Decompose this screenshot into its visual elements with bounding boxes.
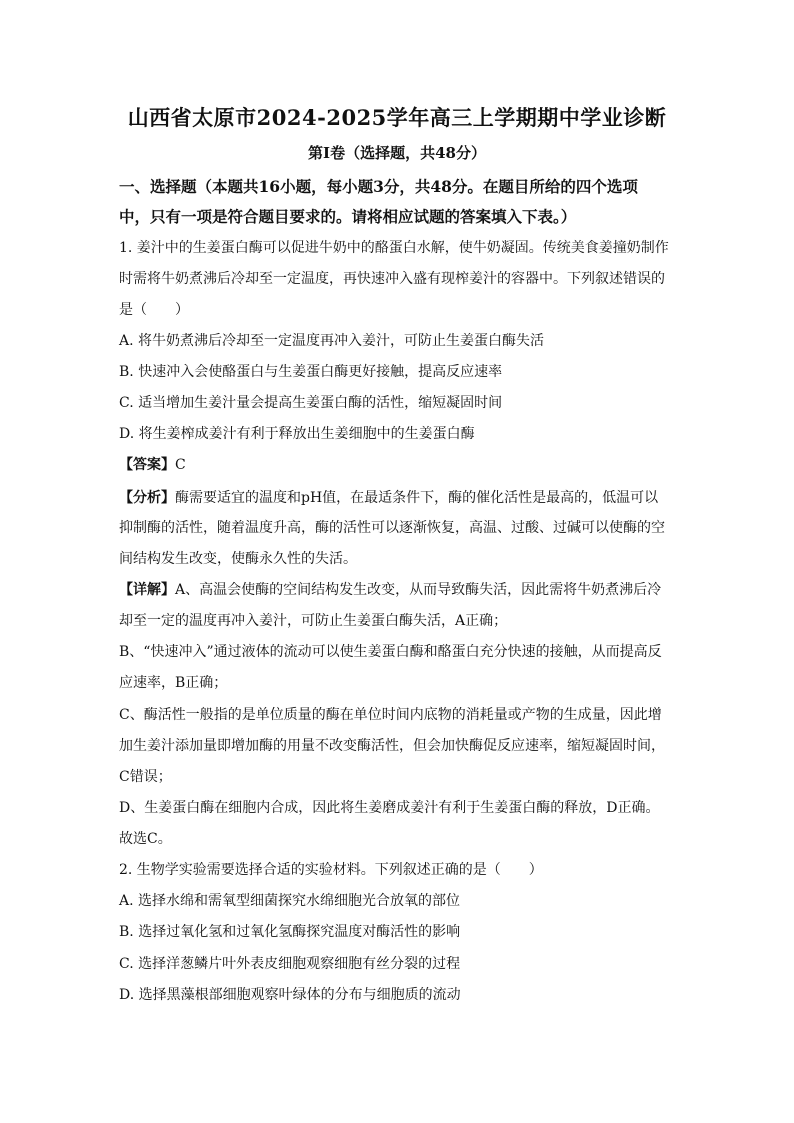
q1-option-a: A. 将牛奶煮沸后冷却至一定温度再冲入姜汁，可防止生姜蛋白酶失活: [119, 333, 545, 349]
q1-stem-line: 是（ ）: [119, 302, 189, 318]
q1-detail-line: 却至一定的温度再冲入姜汁，可防止生姜蛋白酶失活，A正确；: [119, 613, 508, 629]
answer-tag: 【答案】: [119, 457, 175, 473]
q1-detail-line: 应速率，B正确；: [119, 675, 228, 691]
document-title: 山西省太原市2024-2025学年高三上学期期中学业诊断: [127, 105, 667, 130]
analysis-text: 酶需要适宜的温度和pH值，在最适条件下，酶的催化活性是最高的，低温可以: [175, 490, 659, 506]
q1-detail-line: D、生姜蛋白酶在细胞内合成，因此将生姜磨成姜汁有利于生姜蛋白酶的释放，D正确。: [119, 800, 660, 816]
analysis-tag: 【分析】: [119, 490, 175, 506]
q1-detail-line: 故选C。: [119, 831, 172, 847]
q1-stem-line: 时需将牛奶煮沸后冷却至一定温度，再快速冲入盛有现榨姜汁的容器中。下列叙述错误的: [119, 271, 665, 287]
q2-option-b: B. 选择过氧化氢和过氧化氢酶探究温度对酶活性的影响: [119, 924, 461, 940]
q2-option-a: A. 选择水绵和需氧型细菌探究水绵细胞光合放氧的部位: [119, 893, 461, 909]
section-subtitle: 第Ⅰ卷（选择题，共48分）: [308, 144, 486, 162]
detail-tag: 【详解】: [119, 582, 175, 598]
q1-detail-line: C错误；: [119, 769, 172, 785]
q1-detail-line: B、“快速冲入”通过液体的流动可以使生姜蛋白酶和酪蛋白充分快速的接触，从而提高反: [119, 644, 662, 660]
q1-option-b: B. 快速冲入会使酪蛋白与生姜蛋白酶更好接触，提高反应速率: [119, 364, 503, 380]
q2-option-d: D. 选择黑藻根部细胞观察叶绿体的分布与细胞质的流动: [119, 987, 461, 1003]
detail-text: A、高温会使酶的空间结构发生改变，从而导致酶失活，因此需将牛奶煮沸后冷: [175, 582, 662, 598]
q1-detail-line: C、酶活性一般指的是单位质量的酶在单位时间内底物的消耗量或产物的生成量，因此增: [119, 707, 662, 723]
section-heading-line: 中，只有一项是符合题目要求的。请将相应试题的答案填入下表。）: [119, 207, 577, 226]
q1-analysis-line: 间结构发生改变，使酶永久性的失活。: [119, 551, 357, 567]
q1-stem-line: 1. 姜汁中的生姜蛋白酶可以促进牛奶中的酪蛋白水解，使牛奶凝固。传统美食姜撞奶制作: [119, 240, 669, 256]
q2-option-c: C. 选择洋葱鳞片叶外表皮细胞观察细胞有丝分裂的过程: [119, 956, 461, 972]
section-heading-line: 一、选择题（本题共16小题，每小题3分，共48分。在题目所给的四个选项: [119, 177, 638, 196]
q1-analysis-line: [119, 483, 679, 514]
q2-stem: 2. 生物学实验需要选择合适的实验材料。下列叙述正确的是（ ）: [119, 862, 543, 878]
q1-analysis-line: 抑制酶的活性，随着温度升高，酶的活性可以逐渐恢复，高温、过酸、过碱可以使酶的空: [119, 520, 665, 536]
q1-option-d: D. 将生姜榨成姜汁有利于释放出生姜细胞中的生姜蛋白酶: [119, 426, 475, 442]
answer-value: C: [175, 457, 186, 473]
q1-answer-line: [119, 450, 679, 481]
q1-option-c: C. 适当增加生姜汁量会提高生姜蛋白酶的活性，缩短凝固时间: [119, 395, 503, 411]
q1-detail-line: [119, 575, 679, 606]
q1-detail-line: 加生姜汁添加量即增加酶的用量不改变酶活性，但会加快酶促反应速率，缩短凝固时间，: [119, 738, 665, 754]
